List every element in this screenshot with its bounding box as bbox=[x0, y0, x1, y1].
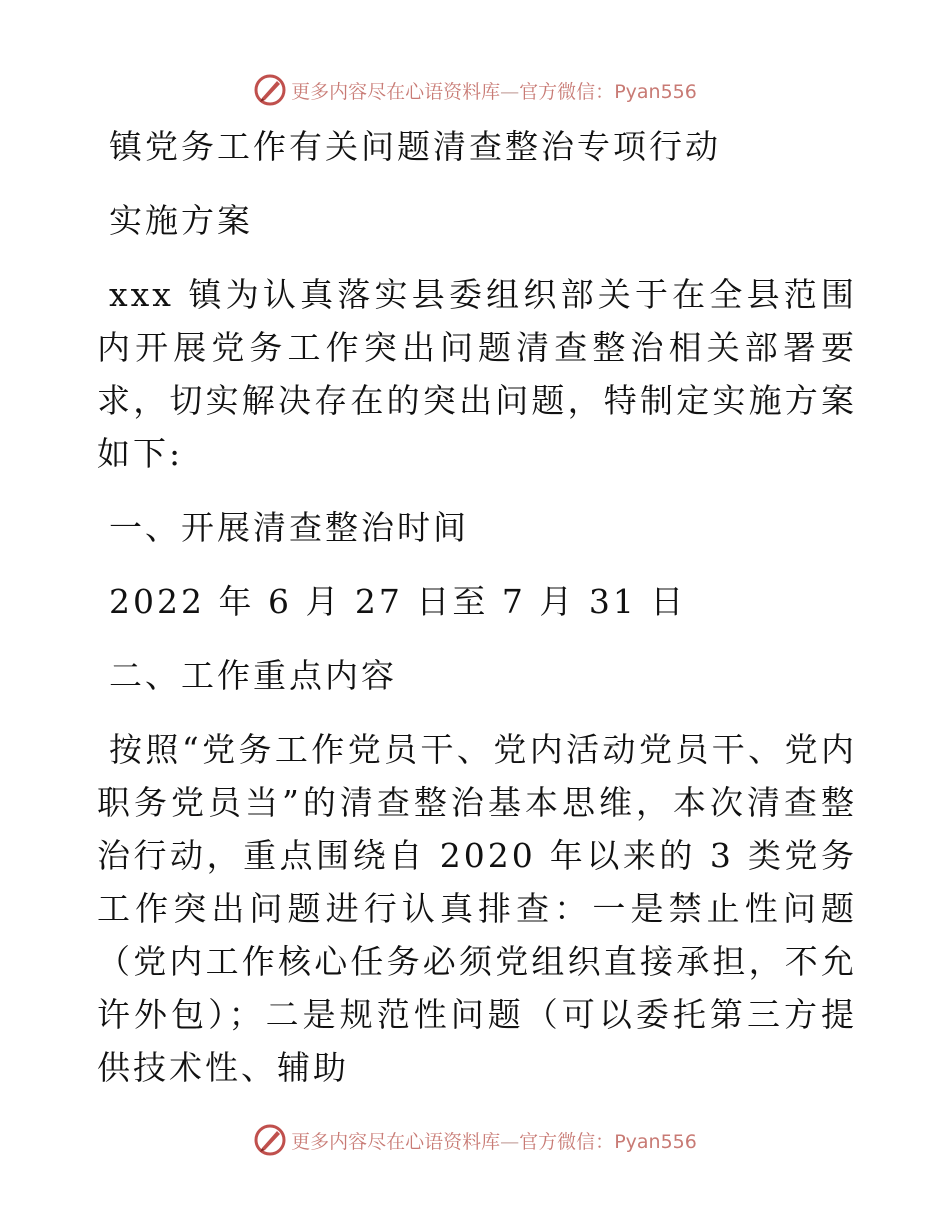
watermark-header bbox=[0, 70, 950, 110]
watermark-wechat-id: Pyan556 bbox=[614, 80, 697, 103]
watermark-footer bbox=[0, 1120, 950, 1160]
document-title-line1: 镇党务工作有关问题清查整治专项行动 bbox=[109, 127, 721, 166]
document-body bbox=[97, 120, 857, 1115]
section2-paragraph: 按照“党务工作党员干、党内活动党员干、党内职务党员当”的清查整治基本思维，本次清查整治行动，重点围绕自 2020 年以来的 3 类党务工作突出问题进行认真排查：一是禁止性问题（党内工作核心任务必须党组织直接承担，不允许外包）；二是规范性问题（可以委托第三方提供技术性、辅助 bbox=[97, 730, 857, 1087]
watermark-wechat-id: Pyan556 bbox=[614, 1130, 697, 1153]
watermark-text bbox=[291, 1127, 697, 1154]
watermark-dash: — bbox=[500, 80, 520, 103]
watermark-wechat-label: 官方微信： bbox=[519, 80, 615, 103]
watermark-text bbox=[291, 77, 697, 104]
watermark-wechat-label: 官方微信： bbox=[519, 1130, 615, 1153]
watermark-dash: — bbox=[500, 1130, 520, 1153]
section2-heading: 二、工作重点内容 bbox=[109, 656, 397, 695]
watermark-main-text: 更多内容尽在心语资料库 bbox=[291, 1130, 501, 1153]
intro-paragraph: xxx 镇为认真落实县委组织部关于在全县范围内开展党务工作突出问题清查整治相关部署要求，切实解决存在的突出问题，特制定实施方案如下: bbox=[97, 275, 857, 473]
watermark-main-text: 更多内容尽在心语资料库 bbox=[291, 80, 501, 103]
section1-dates: 2022 年 6 月 27 日至 7 月 31 日 bbox=[109, 582, 687, 621]
document-title-line2: 实施方案 bbox=[109, 201, 253, 240]
section1-heading: 一、开展清查整治时间 bbox=[109, 508, 469, 547]
pen-logo-icon bbox=[253, 73, 287, 107]
pen-logo-icon bbox=[253, 1123, 287, 1157]
